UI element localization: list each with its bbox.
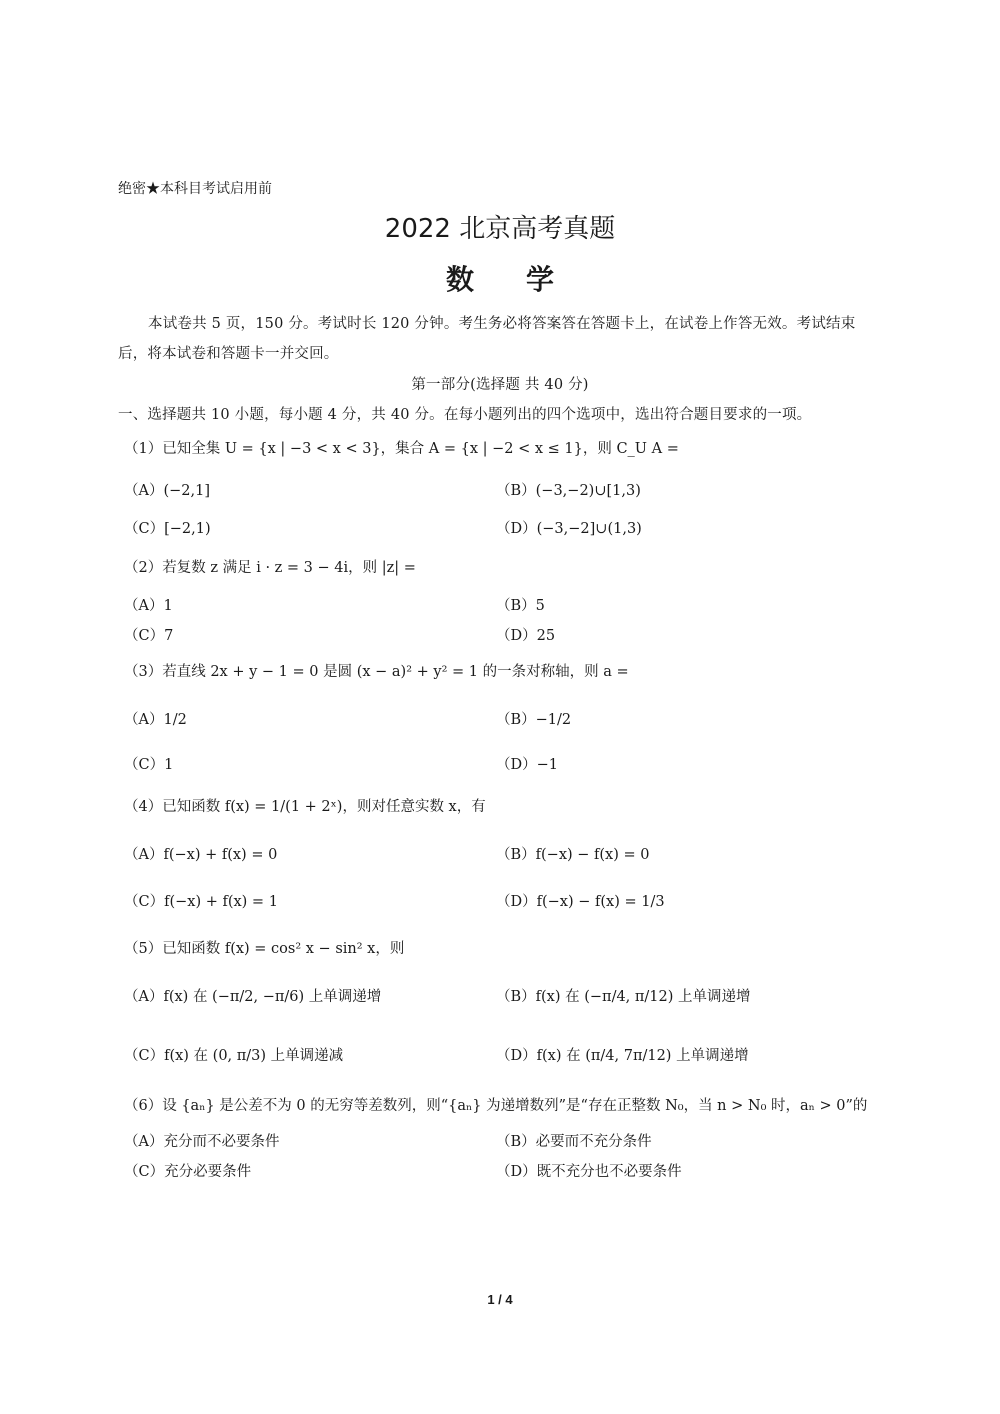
question-5-option-c: （C）f(x) 在 (0, π/3) 上单调递减 — [124, 1048, 344, 1064]
question-3-stem: （3）若直线 2x + y − 1 = 0 是圆 (x − a)² + y² = 1 的一条对称轴，则 a = — [124, 664, 629, 680]
question-1-option-b: （B）(−3,−2)∪[1,3) — [496, 483, 641, 499]
question-4-stem: （4）已知函数 f(x) = 1/(1 + 2ˣ)，则对任意实数 x，有 — [124, 799, 486, 815]
question-2-option-c: （C）7 — [124, 628, 174, 644]
subject-title: 数学 — [445, 263, 606, 296]
question-4-option-c: （C）f(−x) + f(x) = 1 — [124, 894, 278, 910]
part1-heading: 第一部分(选择题 共 40 分) — [411, 377, 589, 393]
question-3-option-a: （A）1/2 — [124, 712, 187, 728]
question-3-option-b: （B）−1/2 — [496, 712, 572, 728]
question-1-option-c: （C）[−2,1) — [124, 521, 211, 537]
question-2-stem: （2）若复数 z 满足 i · z = 3 − 4i，则 |z| = — [124, 560, 416, 576]
question-1-stem: （1）已知全集 U = {x | −3 < x < 3}，集合 A = {x | −2 < x ≤ 1}，则 C_U A = — [124, 441, 679, 457]
intro-line-1: 本试卷共 5 页，150 分。考试时长 120 分钟。考生务必将答案答在答题卡上，在试卷上作答无效。考试结束 — [148, 316, 856, 332]
page-number: 1 / 4 — [487, 1292, 513, 1307]
question-6-option-d: （D）既不充分也不必要条件 — [496, 1164, 682, 1180]
question-4-option-d: （D）f(−x) − f(x) = 1/3 — [496, 894, 665, 910]
question-3-option-c: （C）1 — [124, 757, 174, 773]
question-5-option-a: （A）f(x) 在 (−π/2, −π/6) 上单调递增 — [124, 989, 382, 1005]
question-6-option-b: （B）必要而不充分条件 — [496, 1134, 652, 1150]
intro-line-2: 后，将本试卷和答题卡一并交回。 — [118, 346, 339, 362]
question-5-option-b: （B）f(x) 在 (−π/4, π/12) 上单调递增 — [496, 989, 751, 1005]
question-2-option-a: （A）1 — [124, 598, 173, 614]
question-6-option-a: （A）充分而不必要条件 — [124, 1134, 280, 1150]
question-1-option-a: （A）(−2,1] — [124, 483, 210, 499]
question-6-stem: （6）设 {aₙ} 是公差不为 0 的无穷等差数列，则“{aₙ} 为递增数列”是“存在正整数 N₀，当 n > N₀ 时，aₙ > 0”的 — [124, 1098, 868, 1114]
question-2-option-d: （D）25 — [496, 628, 556, 644]
question-3-option-d: （D）−1 — [496, 757, 559, 773]
question-2-option-b: （B）5 — [496, 598, 545, 614]
question-5-option-d: （D）f(x) 在 (π/4, 7π/12) 上单调递增 — [496, 1048, 749, 1064]
part1-instruction: 一、选择题共 10 小题，每小题 4 分，共 40 分。在每小题列出的四个选项中，选出符合题目要求的一项。 — [118, 407, 812, 423]
question-4-option-b: （B）f(−x) − f(x) = 0 — [496, 847, 650, 863]
question-6-option-c: （C）充分必要条件 — [124, 1164, 252, 1180]
question-1-option-d: （D）(−3,−2]∪(1,3) — [496, 521, 642, 537]
exam-title: 2022 北京高考真题 — [384, 214, 616, 244]
question-5-stem: （5）已知函数 f(x) = cos² x − sin² x，则 — [124, 941, 405, 957]
confidential-mark: 绝密★本科目考试启用前 — [118, 181, 272, 197]
question-4-option-a: （A）f(−x) + f(x) = 0 — [124, 847, 278, 863]
